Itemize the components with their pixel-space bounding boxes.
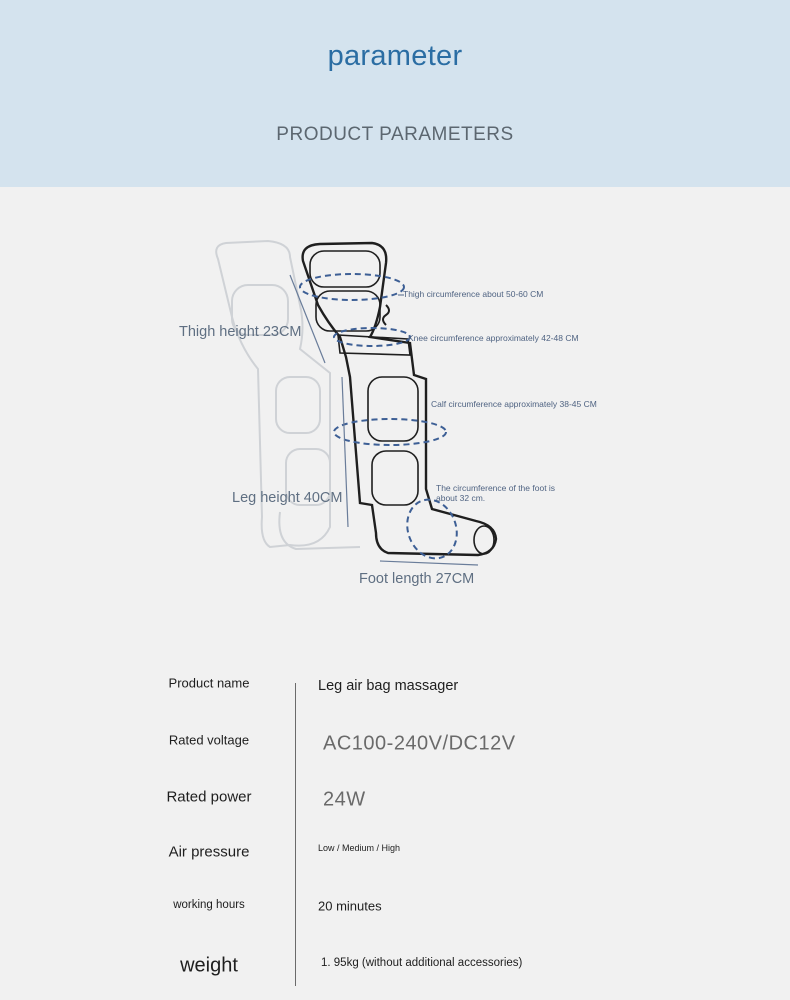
header-banner [0, 0, 790, 187]
spec-value-working-hours: 20 minutes [318, 898, 382, 914]
page-subtitle: PRODUCT PARAMETERS [276, 124, 514, 145]
spec-value-weight: 1. 95kg (without additional accessories) [321, 957, 523, 969]
calf-circumference-label: Calf circumference approximately 38-45 CM [431, 399, 597, 409]
spec-key-working-hours: working hours [173, 899, 245, 911]
spec-key-rated-voltage: Rated voltage [168, 732, 250, 748]
foot-circumference-label: The circumference of the foot is about 32 cm. [436, 483, 556, 503]
thigh-height-label: Thigh height 23CM [179, 324, 302, 340]
knee-circumference-label: Knee circumference approximately 42-48 CM [408, 333, 579, 343]
spec-value-product-name: Leg air bag massager [318, 678, 459, 694]
spec-value-air-pressure: Low / Medium / High [318, 843, 401, 853]
spec-key-weight: weight [180, 954, 238, 977]
spec-key-product-name: Product name [168, 675, 250, 691]
spec-value-rated-power: 24W [323, 788, 366, 811]
leg-height-label: Leg height 40CM [232, 490, 343, 506]
foot-length-label: Foot length 27CM [359, 571, 475, 587]
page-title: parameter [327, 40, 463, 72]
spec-key-rated-power: Rated power [166, 788, 252, 806]
spec-divider [295, 683, 296, 986]
spec-value-rated-voltage: AC100-240V/DC12V [323, 732, 516, 755]
spec-key-air-pressure: Air pressure [168, 843, 250, 861]
thigh-circumference-label: Thigh circumference about 50-60 CM [403, 289, 544, 299]
product-diagram [0, 187, 790, 647]
